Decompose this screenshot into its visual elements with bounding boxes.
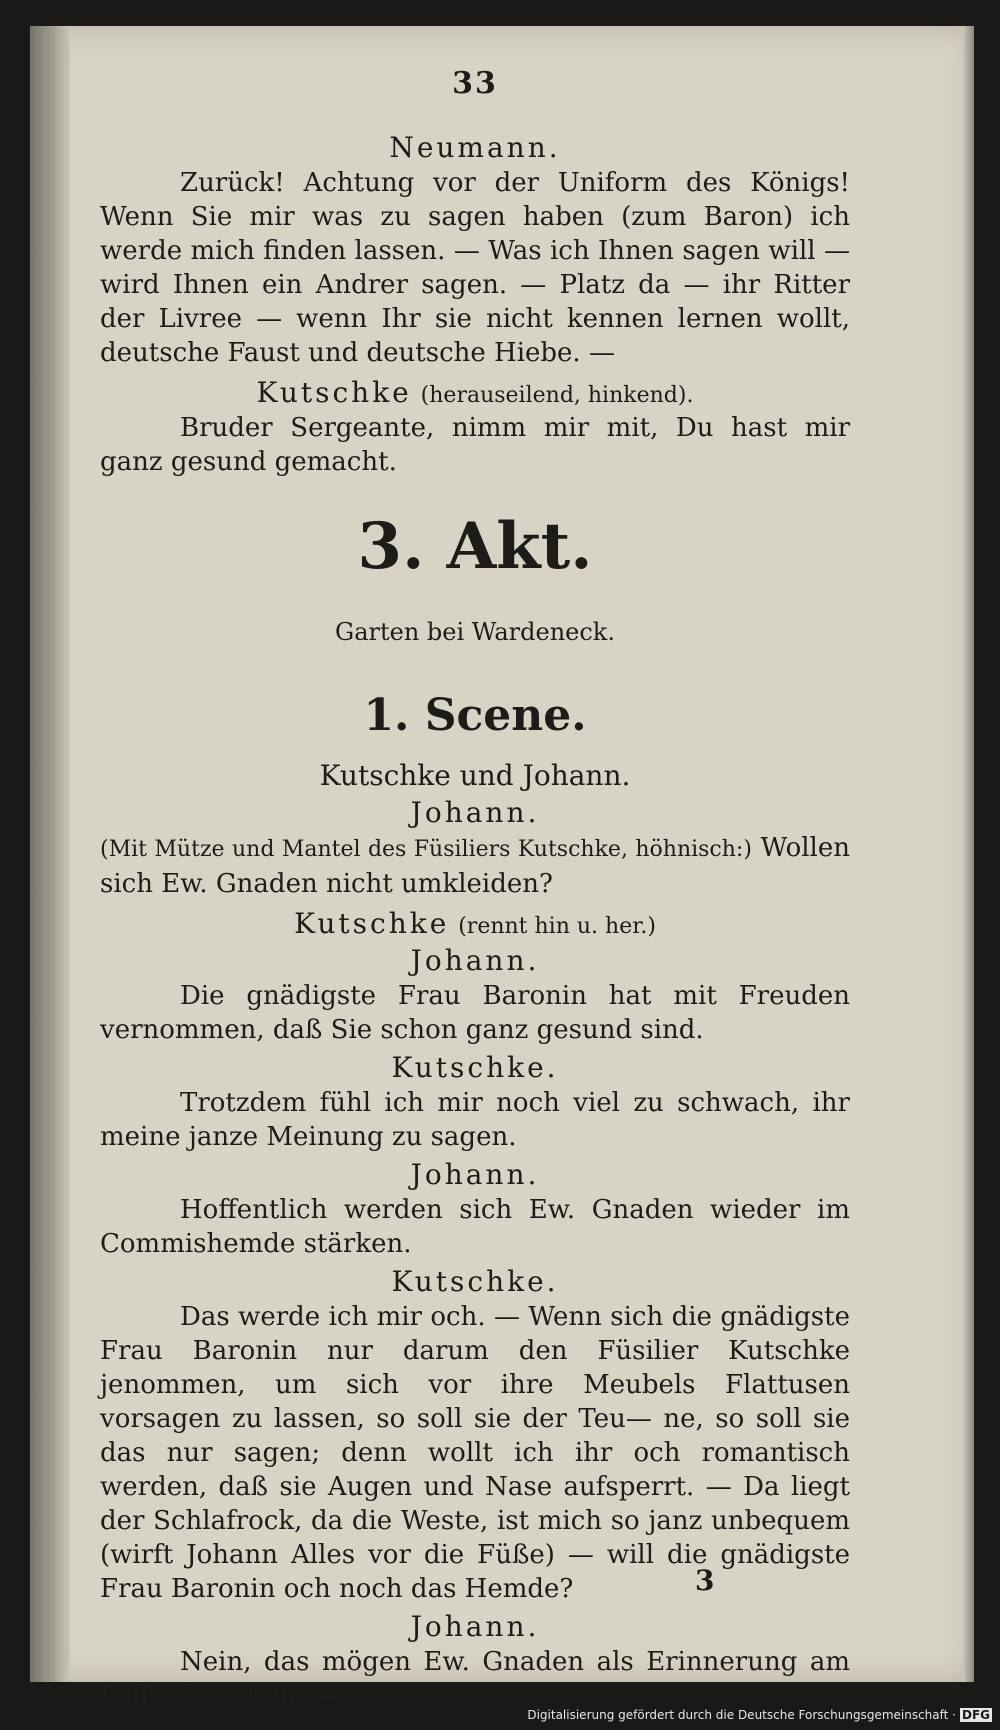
act-title: 3. Akt. <box>357 509 593 584</box>
page-text <box>100 66 850 1713</box>
dialogue-text: Wollen sich Ew. Gnaden nicht umkleiden? <box>100 833 850 899</box>
speaker-heading: Johann. <box>410 1158 540 1191</box>
dialogue-paragraph <box>100 831 850 901</box>
speaker-heading <box>100 907 850 940</box>
dialogue-paragraph: Nein, das mögen Ew. Gnaden als Erinnerung am Leibe behalten. — <box>100 1647 850 1711</box>
speaker-heading: Johann. <box>410 944 540 977</box>
speaker-heading: Johann. <box>410 796 540 829</box>
speaker-name: Kutschke <box>294 907 450 940</box>
dfg-logo: DFG <box>961 1708 990 1722</box>
book-spine-shadow <box>30 26 70 1682</box>
speaker-heading <box>100 376 850 409</box>
scene-title: 1. Scene. <box>363 690 587 741</box>
dialogue-paragraph: Hoffentlich werden sich Ew. Gnaden wieder im Commishemde stärken. <box>100 1195 850 1259</box>
stage-direction: (herauseilend, hinkend). <box>420 383 694 408</box>
page-number: 33 <box>452 66 498 101</box>
dialogue-paragraph: Trotzdem fühl ich mir noch viel zu schwach, ihr meine janze Meinung zu sagen. <box>100 1088 850 1152</box>
dialogue-paragraph: Bruder Sergeante, nimm mir mit, Du hast mir ganz gesund gemacht. <box>100 413 850 477</box>
signature-mark: 3 <box>695 1564 715 1597</box>
scene-persons: Kutschke und Johann. <box>319 759 631 792</box>
speaker-heading: Kutschke. <box>391 1265 559 1298</box>
speaker-heading: Neumann. <box>389 131 561 164</box>
stage-direction: (rennt hin u. her.) <box>458 914 656 939</box>
page-edge <box>962 26 974 1682</box>
digitization-footer <box>527 1708 992 1722</box>
speaker-name: Kutschke <box>256 376 412 409</box>
stage-direction: (Mit Mütze und Mantel des Füsiliers Kutschke, höhnisch:) <box>100 837 752 862</box>
dialogue-paragraph: Zurück! Achtung vor der Uniform des Königs! Wenn Sie mir was zu sagen haben (zum Baron) ich werde mich finden lassen. — Was ich Ihnen sagen will — wird Ihnen ein Andrer sagen. — Platz da — ihr Ritter der Livree — wenn Ihr sie nicht kennen lernen wollt, deutsche Faust und deutsche Hiebe. — <box>100 168 850 368</box>
dialogue-paragraph: Die gnädigste Frau Baronin hat mit Freuden vernommen, daß Sie schon ganz gesund sind. <box>100 981 850 1045</box>
speaker-heading: Kutschke. <box>391 1051 559 1084</box>
footer-text: Digitalisierung gefördert durch die Deutsche Forschungsgemeinschaft · <box>527 1708 956 1722</box>
speaker-heading: Johann. <box>410 1610 540 1643</box>
scene-setting: Garten bei Wardeneck. <box>335 618 615 646</box>
dialogue-paragraph: Das werde ich mir och. — Wenn sich die gnädigste Frau Baronin nur darum den Füsilier Kutschke jenommen, um sich vor ihre Meubels Flattusen vorsagen zu lassen, so soll sie der Teu— ne, so soll sie das nur sagen; denn wollt ich ihr och romantisch werden, daß sie Augen und Nase aufsperrt. — Da liegt der Schlafrock, da die Weste, ist mich so janz unbequem (wirft Johann Alles vor die Füße) — will die gnädigste Frau Baronin och noch das Hemde? <box>100 1302 850 1604</box>
